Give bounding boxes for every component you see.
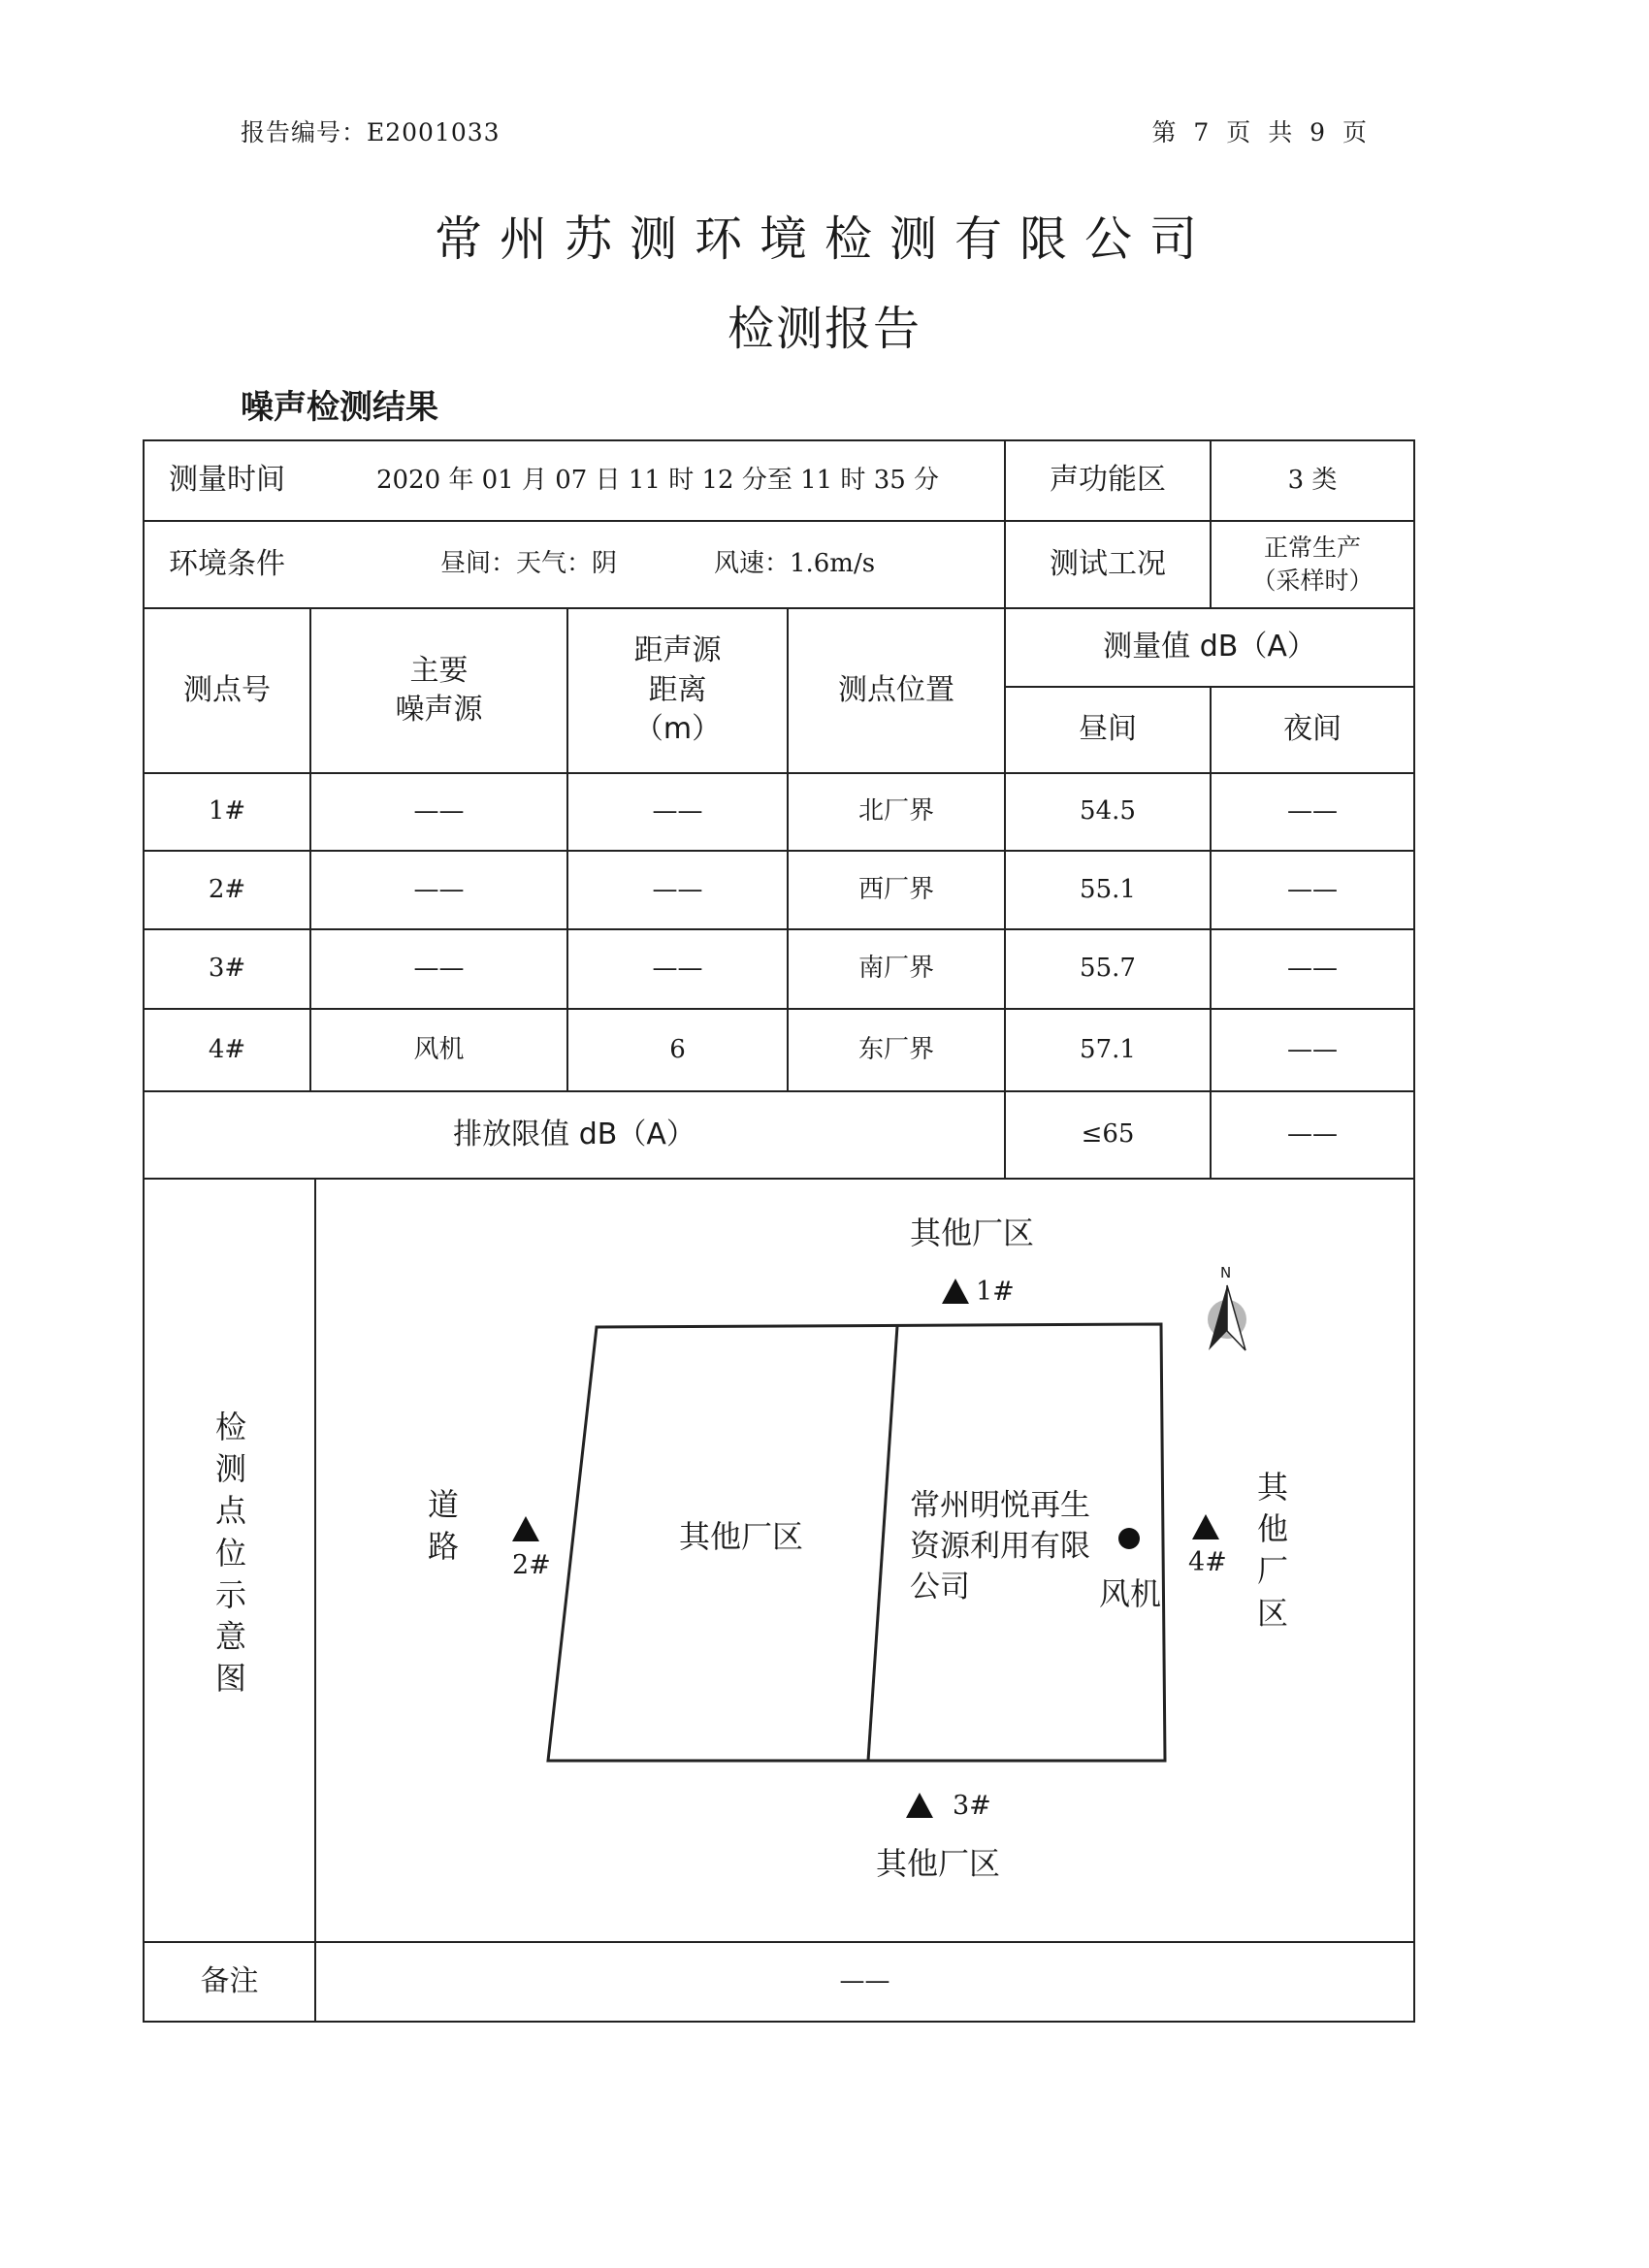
env-label: 环境条件 [169,546,285,581]
side-char: 示 [214,1575,246,1613]
company-area-label [910,1486,1090,1608]
condition-value-line2: （采样时） [1251,567,1374,595]
row-distance: —— [652,874,703,904]
side-char: 检 [214,1409,246,1445]
point-2-label: 2# [512,1550,551,1580]
row-night: —— [1287,874,1338,904]
col-point-no: 测点号 [183,672,271,707]
point-3-marker [906,1793,933,1818]
report-title: 检测报告 [727,302,922,356]
row-point: 3# [208,954,246,984]
zone-value: 3 类 [1287,465,1338,495]
point-4-marker [1192,1514,1219,1539]
row-point: 2# [208,874,246,904]
time-label: 测量时间 [169,463,285,498]
col-source-line1: 主要 [409,653,469,688]
col-distance-line1: 距声源 [633,633,722,668]
row-night: —— [1287,954,1338,984]
point-1-marker [942,1279,969,1304]
env-wind: 风速：1.6m/s [713,549,876,579]
row-day: 57.1 [1080,1034,1136,1064]
row-day: 55.7 [1080,954,1136,984]
road-char: 道 [427,1486,459,1523]
point-1-label: 1# [976,1277,1015,1307]
side-char: 图 [214,1660,246,1698]
south-area-label: 其他厂区 [876,1845,1001,1882]
side-char: 意 [214,1617,246,1655]
condition-label: 测试工况 [1050,546,1166,581]
point-3-label: 3# [953,1791,991,1821]
row-night: —— [1287,1034,1338,1064]
company-area-line: 资源利用有限 [910,1528,1090,1564]
row-location: 北厂界 [857,796,934,826]
compass-icon [1208,1285,1246,1350]
row-location: 南厂界 [857,954,934,984]
col-measured: 测量值 dB（A） [1103,630,1316,664]
company-area-line: 常州明悦再生 [910,1488,1090,1523]
company-name: 常州苏测环境检测有限公司 [434,211,1214,267]
company-area-line: 公司 [910,1569,970,1604]
inner-left-area-label: 其他厂区 [679,1518,804,1555]
row-location: 西厂界 [857,874,934,904]
remarks-label: 备注 [200,1963,259,1998]
page-info: 第 7 页 共 9 页 [1151,118,1368,146]
row-night: —— [1287,796,1338,826]
row-source: 风机 [413,1034,465,1064]
road-label [424,1484,463,1568]
row-day: 54.5 [1080,796,1136,826]
site-divider [868,1326,897,1761]
limit-day: ≤65 [1081,1119,1135,1150]
fan-label: 风机 [1099,1575,1162,1612]
col-distance-line2: 距离 [648,672,707,707]
row-point: 1# [208,796,246,826]
point-4-label: 4# [1188,1547,1227,1577]
row-distance: —— [652,796,703,826]
road-char: 路 [427,1528,459,1566]
side-char: 测 [214,1450,246,1488]
row-source: —— [413,954,465,984]
col-night: 夜间 [1283,712,1342,747]
report-number: 报告编号：E2001033 [241,118,501,146]
remarks-value: —— [839,1966,890,1996]
side-char: 位 [214,1534,246,1571]
row-distance: —— [652,954,703,984]
side-char: 点 [214,1492,246,1530]
row-location: 东厂界 [857,1034,934,1064]
col-source-line2: 噪声源 [395,693,483,727]
east-char: 他 [1256,1510,1288,1548]
east-area-label [1253,1467,1292,1635]
col-distance-line3: （m） [633,712,722,747]
fan-marker [1118,1528,1140,1549]
zone-label: 声功能区 [1050,463,1166,498]
time-value: 2020 年 01 月 07 日 11 时 12 分至 11 时 35 分 [375,465,940,495]
east-char: 厂 [1256,1552,1288,1590]
row-day: 55.1 [1080,874,1136,904]
limit-night: —— [1287,1119,1338,1150]
east-char: 其 [1256,1469,1288,1506]
col-location: 测点位置 [838,672,954,707]
section-title: 噪声检测结果 [241,388,438,427]
limit-label: 排放限值 dB（A） [453,1117,695,1151]
row-source: —— [413,874,465,904]
col-day: 昼间 [1079,712,1137,747]
row-point: 4# [208,1034,246,1064]
north-area-label: 其他厂区 [910,1215,1035,1251]
compass-label: N [1220,1264,1232,1281]
row-source: —— [413,796,465,826]
row-distance: 6 [669,1034,686,1064]
env-day: 昼间：天气：阴 [439,549,617,579]
point-2-marker [512,1516,539,1541]
east-char: 区 [1256,1594,1288,1632]
condition-value-line1: 正常生产 [1263,534,1361,563]
